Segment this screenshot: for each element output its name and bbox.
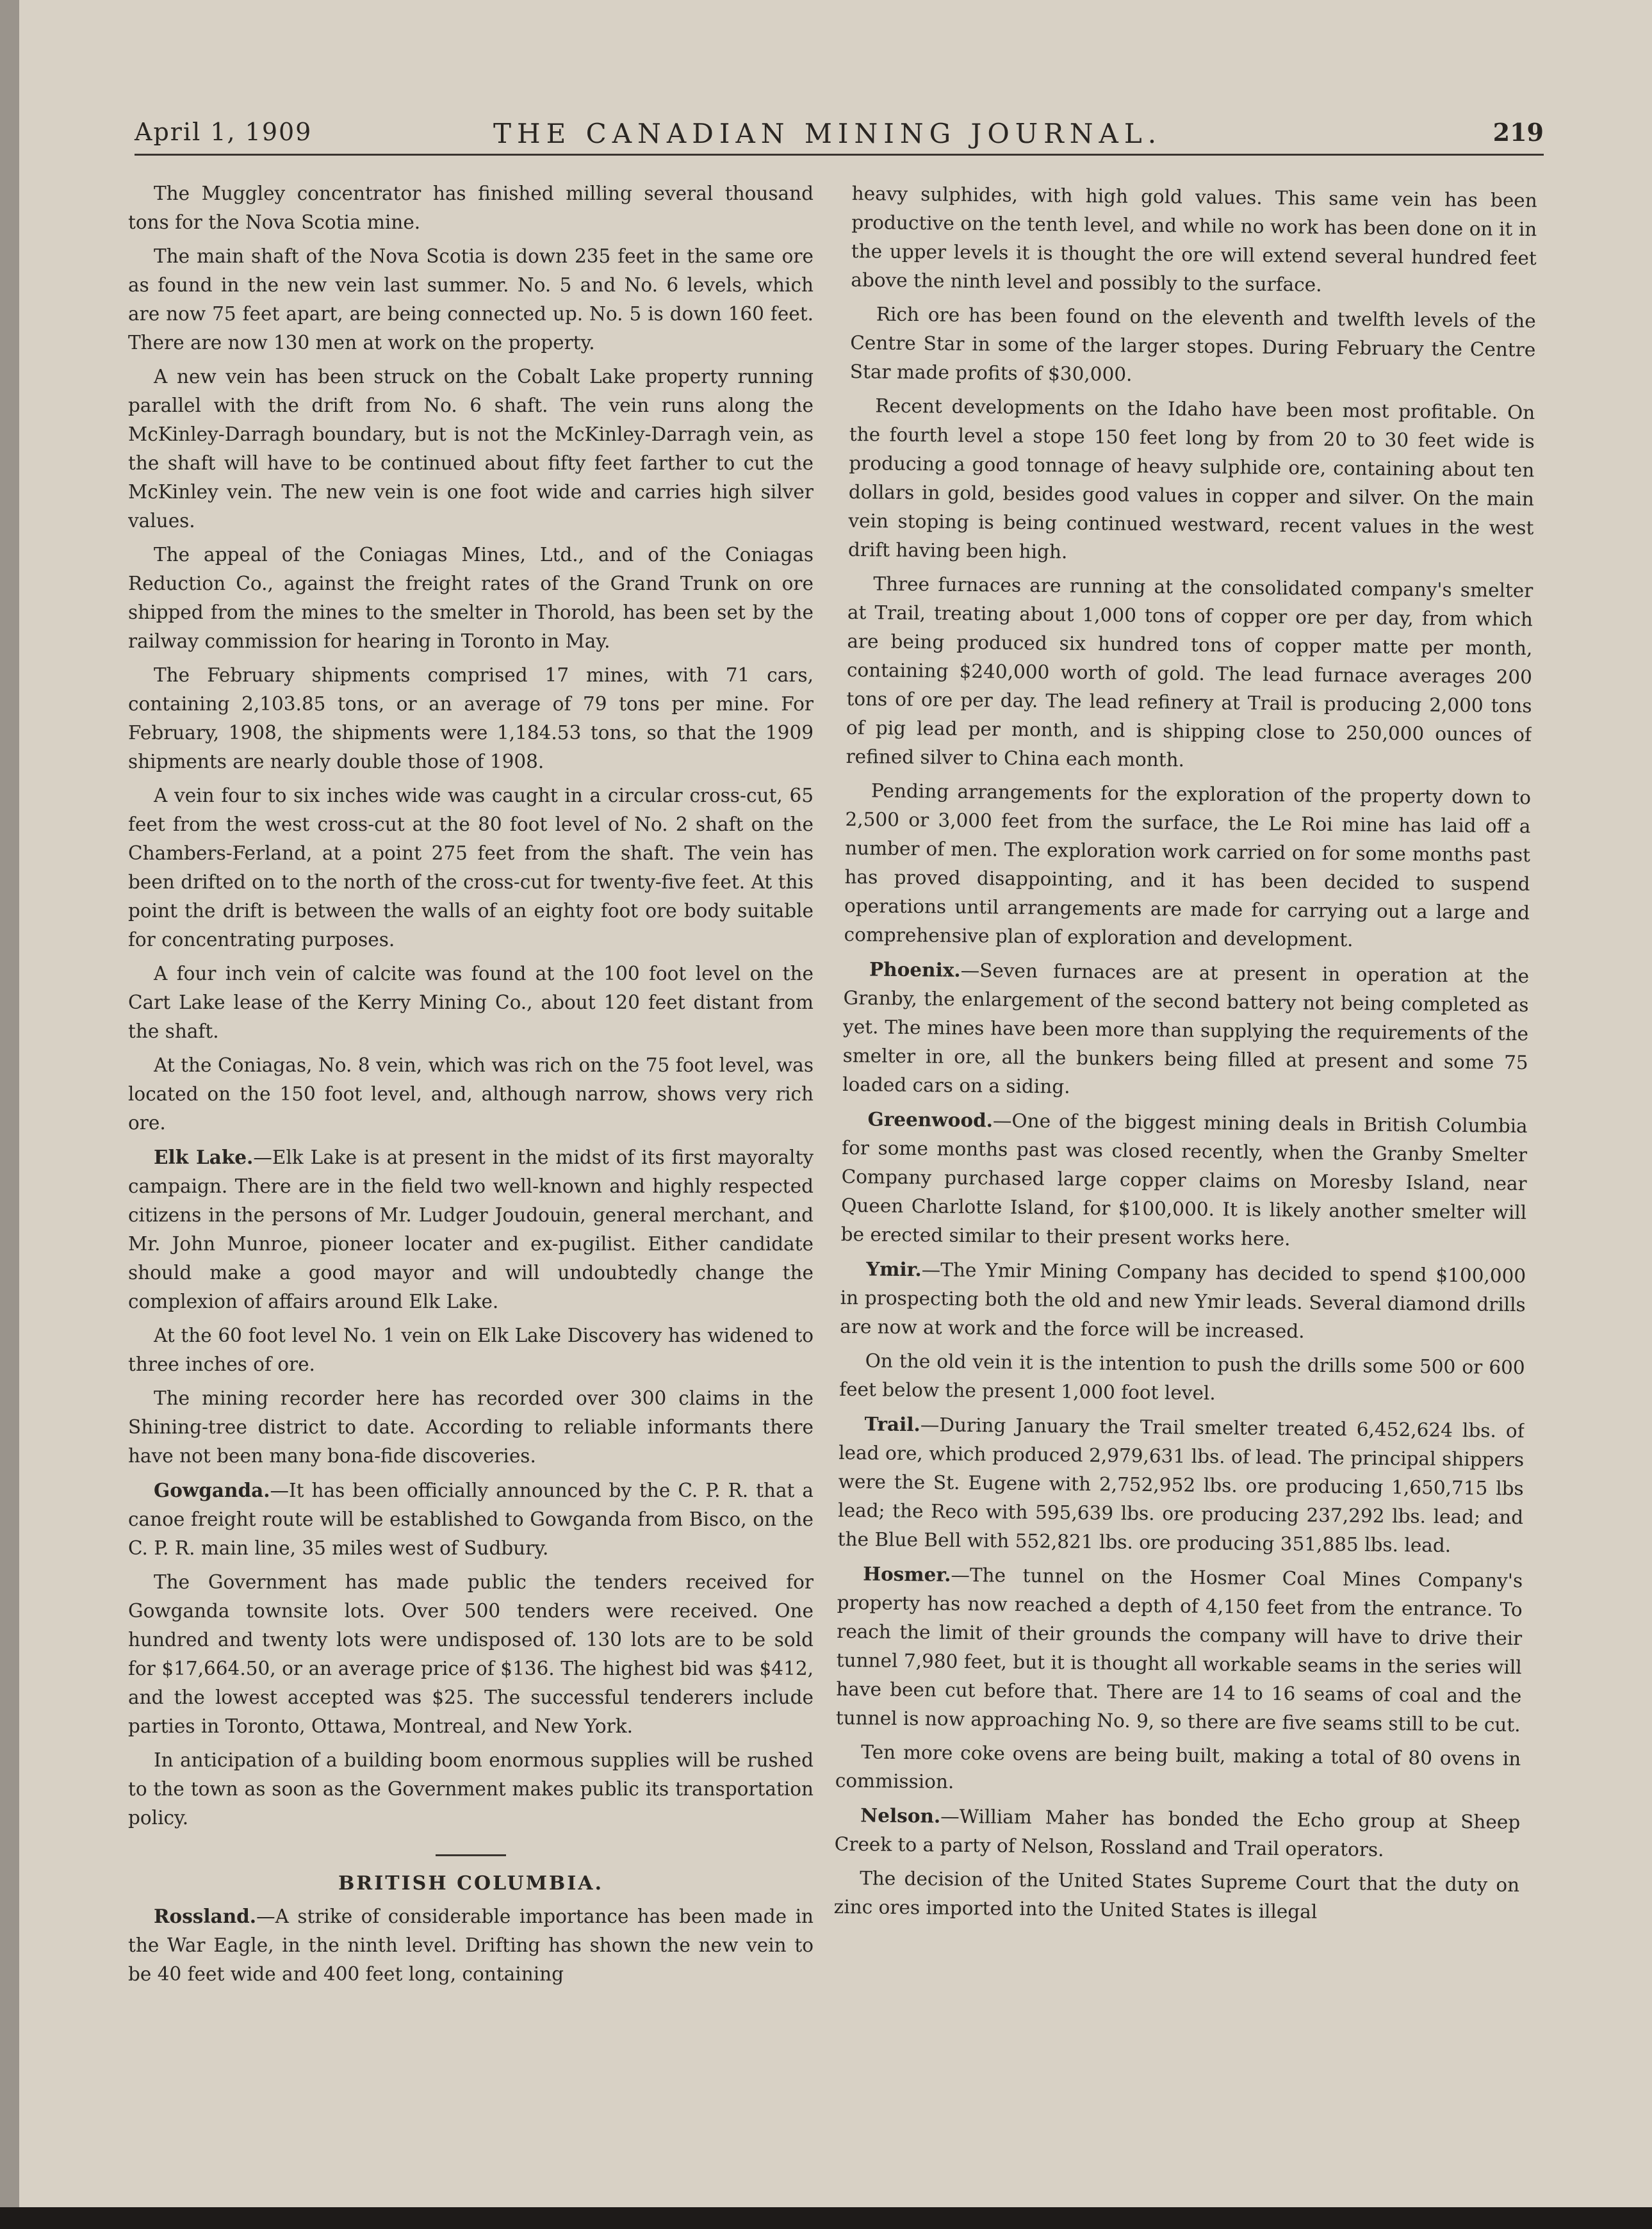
paragraph: The mining recorder here has recorded over 300 claims in the Shining-tree district to date. According to reliable informants there have not been many bona-fide discoveries.	[128, 1387, 814, 1467]
paragraph: On the old vein it is the intention to push the drills some 500 or 600 feet below the present 1,000 foot level.	[839, 1350, 1525, 1405]
paragraph: Pending arrangements for the exploration of the property down to 2,500 or 3,000 feet from the surface, the Le Roi mine has laid off a number of men. The exploration work carried on for some months past has proved disappointing, and it has been decided to suspend operations until arrangements are made for carrying out a large and comprehensive plan of exploration and development.	[844, 780, 1532, 951]
paragraph-rossland	[128, 1902, 814, 1989]
paragraph: In anticipation of a building boom enormous supplies will be rushed to the town as soon as the Government makes public its transportation policy.	[128, 1749, 814, 1829]
paragraph: heavy sulphides, with high gold values. This same vein has been productive on the tenth level, and while no work has been done on it in the upper levels it is thought the ore will extend several hundred feet above the ninth level and possibly to the surface.	[851, 182, 1537, 296]
section-divider	[436, 1854, 506, 1856]
run-in-heading: Phoenix.	[869, 958, 961, 981]
run-in-heading: Elk Lake.	[154, 1146, 254, 1168]
paragraph-text: —A strike of considerable importance has been made in the War Eagle, in the ninth level. Drifting has shown the new vein to be 40 feet wide and 400 feet long, containing	[128, 1906, 814, 1985]
issue-date: April 1, 1909	[135, 118, 313, 146]
paragraph-trail	[838, 1409, 1525, 1561]
header-rule	[135, 154, 1544, 156]
paragraph: The Government has made public the tenders received for Gowganda townsite lots. Over 500 tenders were received. One hundred and twenty lots were undisposed of. 130 lots are to be sold for $17,664.50, or an average price of $136. The highest bid was $412, and the lowest accepted was $25. The successful tenderers include parties in Toronto, Ottawa, Montreal, and New York.	[128, 1571, 814, 1737]
paragraph: The Muggley concentrator has finished milling several thousand tons for the Nova Scotia mine.	[128, 183, 814, 233]
paragraph: Rich ore has been found on the eleventh and twelfth levels of the Centre Star in some of the larger stopes. During February the Centre Star made profits of $30,000.	[849, 303, 1536, 386]
page-bottom-edge	[0, 2207, 1652, 2229]
paragraph: At the Coniagas, No. 8 vein, which was rich on the 75 foot level, was located on the 150 foot level, and, although narrow, shows very rich ore.	[128, 1054, 814, 1134]
paragraph-text: —Seven furnaces are at present in operation at the Granby, the enlargement of the second battery not being completed as yet. The mines have been more than supplying the requirements of the smelter in ore, all the bunkers being filled at present and some 75 loaded cars on a siding.	[842, 959, 1530, 1098]
run-in-heading: Nelson.	[860, 1804, 941, 1827]
page-header	[135, 115, 1544, 156]
left-column	[128, 179, 814, 2139]
paragraph-phoenix	[842, 954, 1529, 1106]
paragraph: Ten more coke ovens are being built, making a total of 80 ovens in commission.	[835, 1741, 1521, 1793]
run-in-heading: Ymir.	[866, 1257, 922, 1281]
section-title: BRITISH COLUMBIA.	[338, 1872, 604, 1895]
run-in-heading: Trail.	[864, 1412, 920, 1436]
paragraph: A new vein has been struck on the Cobalt Lake property running parallel with the drift from No. 6 shaft. The vein runs along the McKinley-Darragh boundary, but is not the McKinley-Darragh vein, as the shaft will have to be continued about fifty feet farther to cut the McKinley vein. The new vein is one foot wide and carries high silver values.	[128, 366, 814, 532]
paragraph: The February shipments comprised 17 mines, with 71 cars, containing 2,103.85 tons, or an average of 79 tons per mine. For February, 1908, the shipments were 1,184.53 tons, so that the 1909 shipments are nearly double those of 1908.	[128, 664, 814, 772]
paragraph-nelson	[835, 1800, 1521, 1866]
run-in-heading: Gowganda.	[154, 1479, 270, 1501]
right-column	[831, 179, 1537, 2146]
paragraph: The main shaft of the Nova Scotia is down 235 feet in the same ore as found in the new vein last summer. No. 5 and No. 6 levels, which are now 75 feet apart, are being connected up. No. 5 is down 160 feet. There are now 130 men at work on the property.	[128, 245, 814, 354]
paragraph-text: —The Ymir Mining Company has decided to spend $100,000 in prospecting both the old and new Ymir leads. Several diamond drills are now at work and the force will be increased.	[840, 1259, 1526, 1343]
paragraph-hosmer	[836, 1559, 1523, 1740]
paragraph-text: —William Maher has bonded the Echo group at Sheep Creek to a party of Nelson, Rossland and Trail operators.	[834, 1805, 1521, 1861]
run-in-heading: Greenwood.	[867, 1107, 994, 1132]
paragraph-text: —One of the biggest mining deals in British Columbia for some months past was closed recently, when the Granby Smelter Company purchased large copper claims on Moresby Island, near Queen Charlotte Island, for $100,000. It is likely another smelter will be erected similar to their present works here.	[840, 1109, 1528, 1250]
paragraph: At the 60 foot level No. 1 vein on Elk Lake Discovery has widened to three inches of ore.	[128, 1325, 814, 1375]
run-in-heading: Hosmer.	[863, 1562, 951, 1586]
paragraph-text: —During January the Trail smelter treated 6,452,624 lbs. of lead ore, which produced 2,979,631 lbs. of lead. The principal shippers were the St. Eugene with 2,752,952 lbs. ore producing 1,650,715 lbs lead; the Reco with 595,639 lbs. ore producing 237,292 lbs. lead; and the Blue Bell with 552,821 lbs. ore producing 351,885 lbs. lead.	[837, 1414, 1525, 1556]
paragraph-text: —Elk Lake is at present in the midst of its first mayoralty campaign. There are in the field two well-known and highly respected citizens in the persons of Mr. Ludger Joudouin, general merchant, and Mr. John Munroe, pioneer locater and ex-pugilist. Either candidate should make a good mayor and will undoubtedly change the complexion of affairs around Elk Lake.	[128, 1147, 814, 1312]
paragraph: Three furnaces are running at the consolidated company's smelter at Trail, treating about 1,000 tons of copper ore per day, from which are being produced six hundred tons of copper matte per month, containing $240,000 worth of gold. The lead furnace averages 200 tons of ore per day. The lead refinery at Trail is producing 2,000 tons of pig lead per month, and is shipping close to 250,000 ounces of refined silver to China each month.	[846, 573, 1533, 771]
paragraph-gowganda	[128, 1476, 814, 1563]
page-binding-edge	[0, 0, 19, 2229]
paragraph: The appeal of the Coniagas Mines, Ltd., and of the Coniagas Reduction Co., against the freight rates of the Grand Trunk on ore shipped from the mines to the smelter in Thorold, has been set by the railway commission for hearing in Toronto in May.	[128, 544, 814, 652]
page-number: 219	[1493, 118, 1544, 147]
journal-title: THE CANADIAN MINING JOURNAL.	[493, 118, 1163, 149]
run-in-heading: Rossland.	[154, 1905, 257, 1927]
paragraph: The decision of the United States Supreme Court that the duty on zinc ores imported into the United States is illegal	[833, 1867, 1520, 1923]
paragraph-greenwood	[841, 1104, 1528, 1256]
paragraph-text: —The tunnel on the Hosmer Coal Mines Company's property has now reached a depth of 4,150 feet from the entrance. To reach the limit of their grounds the company will have to drive their tunnel 7,980 feet, but it is thought all workable seams in the series will have been cut before that. There are 14 to 16 seams of coal and the tunnel is now approaching No. 9, so there are five seams still to be cut.	[835, 1564, 1523, 1736]
paragraph: Recent developments on the Idaho have been most profitable. On the fourth level a stope 150 feet long by from 20 to 30 feet wide is producing a good tonnage of heavy sulphide ore, containing about ten dollars in gold, besides good values in copper and silver. On the main vein stoping is being continued westward, recent values in the west drift having been high.	[847, 395, 1535, 563]
paragraph-elk-lake	[128, 1143, 814, 1316]
paragraph: A vein four to six inches wide was caught in a circular cross-cut, 65 feet from the west cross-cut at the 80 foot level of No. 2 shaft on the Chambers-Ferland, at a point 275 feet from the shaft. The vein has been drifted on to the north of the cross-cut for twenty-five feet. At this point the drift is between the walls of an eighty foot ore body suitable for concentrating purposes.	[128, 785, 814, 951]
paragraph-text: —It has been officially announced by the C. P. R. that a canoe freight route will be established to Gowganda from Bisco, on the C. P. R. main line, 35 miles west of Sudbury.	[128, 1480, 814, 1559]
paragraph: A four inch vein of calcite was found at the 100 foot level on the Cart Lake lease of the Kerry Mining Co., about 120 feet distant from the shaft.	[128, 963, 814, 1042]
paragraph-ymir	[840, 1254, 1526, 1348]
